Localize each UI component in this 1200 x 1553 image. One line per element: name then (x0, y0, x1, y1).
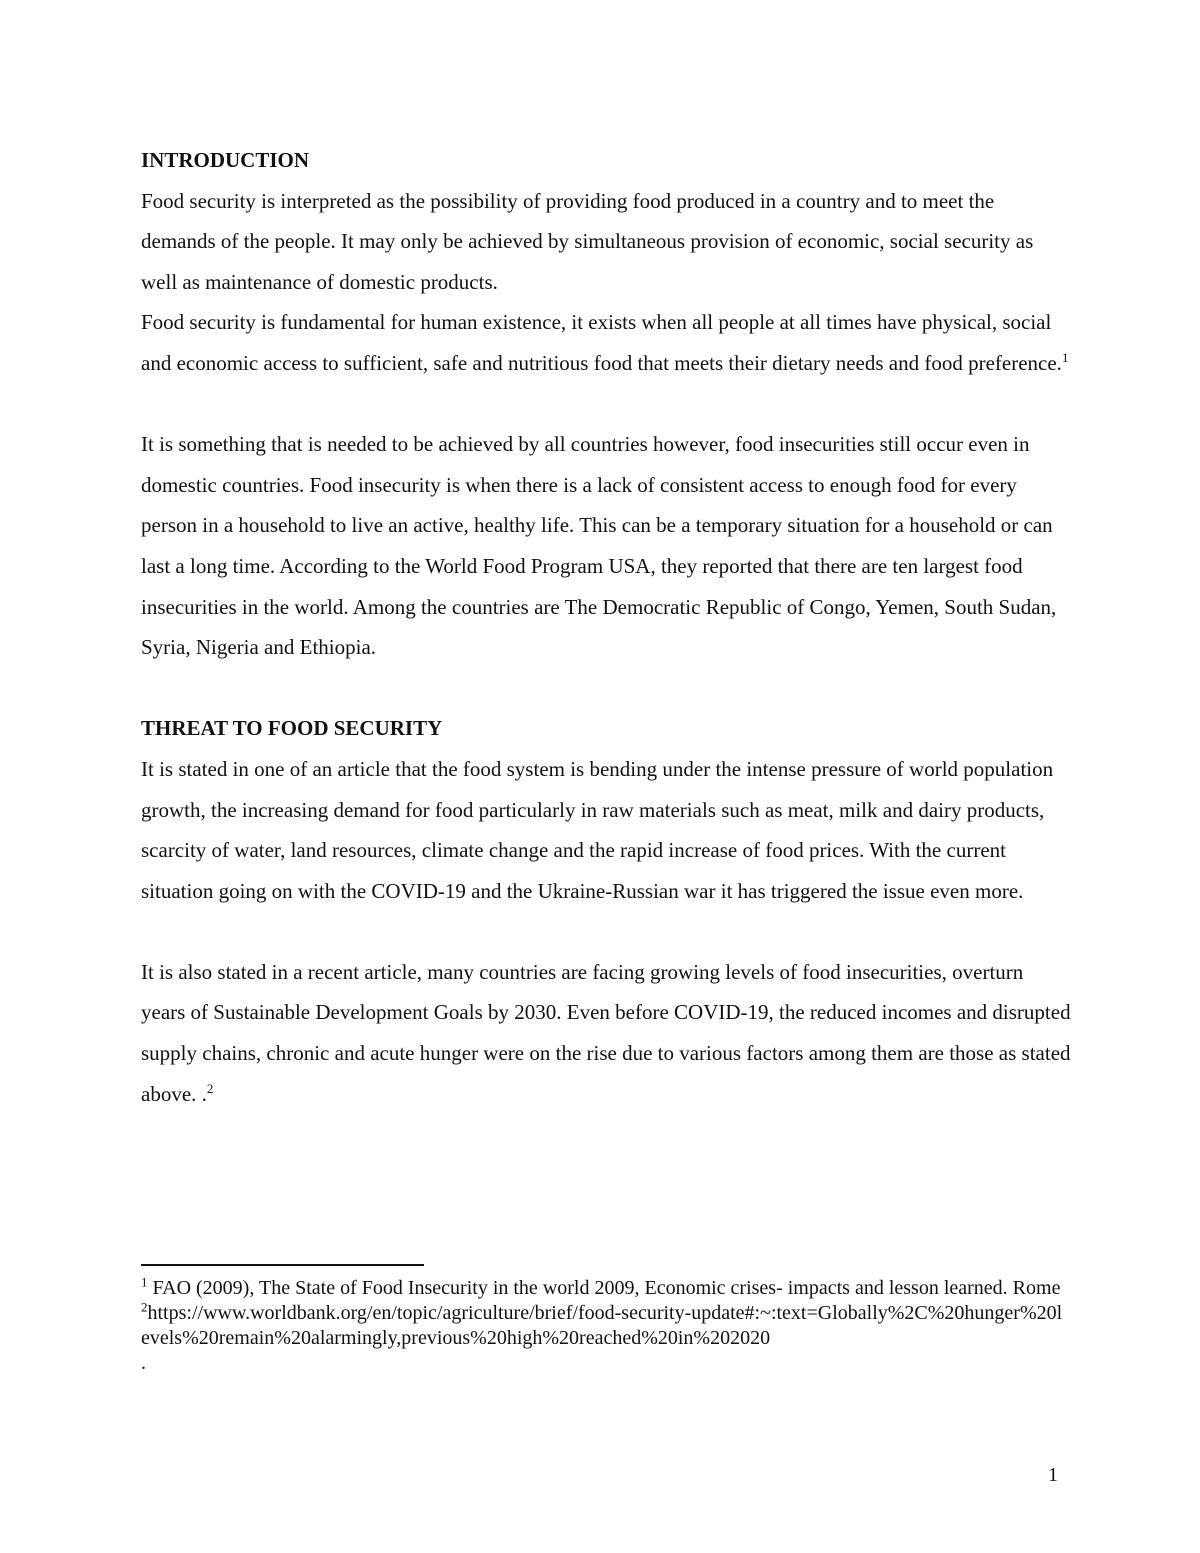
threat-paragraph-2 (141, 952, 1071, 1114)
intro-paragraph-3: It is something that is needed to be achieved by all countries however, food insecurities still occur even in domestic countries. Food insecurity is when there is a lack of consistent access to enough food for every person in a household to live an active, healthy life. This can be a temporary situation for a household or can last a long time. According to the World Food Program USA, they reported that there are ten largest food insecurities in the world. Among the countries are The Democratic Republic of Congo, Yemen, South Sudan, Syria, Nigeria and Ethiopia. (141, 432, 1057, 660)
document-body (141, 140, 1071, 1114)
footnote-2-marker: 2 (141, 1299, 148, 1315)
threat-heading: THREAT TO FOOD SECURITY (141, 716, 443, 741)
introduction-heading: INTRODUCTION (141, 148, 310, 172)
intro-paragraph-2 (141, 302, 1071, 383)
paragraph-spacer (141, 911, 1071, 952)
footnotes (141, 1276, 1071, 1376)
paragraph-spacer (141, 668, 1071, 709)
page-number: 1 (1048, 1464, 1058, 1486)
footnote-2-link[interactable]: https://www.worldbank.org/en/topic/agriculture/brief/food-security-update#:~:text=Globally%2C%20hunger%20levels%20remain%20alarmingly,previous%20high%20reached%20in%202020 (141, 1302, 1063, 1349)
threat-paragraph-2-text: It is also stated in a recent article, many countries are facing growing levels of food insecurities, overturn years of Sustainable Development Goals by 2030. Even before COVID-19, the reduced incomes and disrupted supply chains, chronic and acute hunger were on the rise due to various factors among them are those as stated above. . (141, 959, 1071, 1106)
intro-paragraph-1: Food security is interpreted as the possibility of providing food produced in a country and to meet the demands of the people. It may only be achieved by simultaneous provision of economic, social security as well as maintenance of domestic products. (141, 188, 1034, 294)
threat-paragraph-1: It is stated in one of an article that the food system is bending under the intense pressure of world population growth, the increasing demand for food particularly in raw materials such as meat, milk and dairy products, scarcity of water, land resources, climate change and the rapid increase of food prices. With the current situation going on with the COVID-19 and the Ukraine-Russian war it has triggered the issue even more. (141, 756, 1054, 903)
footnote-2 (141, 1301, 1071, 1351)
footnote-reference-1[interactable]: 1 (1061, 349, 1069, 365)
paragraph-spacer (141, 384, 1071, 425)
footnote-1-text: FAO (2009), The State of Food Insecurity in the world 2009, Economic crises- impacts and lesson learned. Rome (147, 1277, 1061, 1299)
intro-paragraph-2-text: Food security is fundamental for human existence, it exists when all people at all times have physical, social and economic access to sufficient, safe and nutritious food that meets their dietary needs and food preference. (141, 310, 1062, 375)
footnote-reference-2[interactable]: 2 (206, 1080, 214, 1096)
footnote-2-end: . (141, 1352, 146, 1374)
footnote-separator (141, 1264, 424, 1266)
footnote-1 (141, 1276, 1071, 1301)
footnote-1-marker: 1 (141, 1274, 148, 1290)
